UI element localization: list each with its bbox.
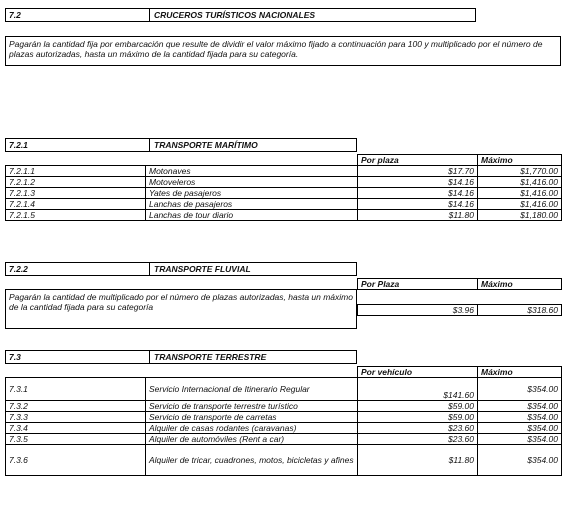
section-code: 7.2 xyxy=(6,9,150,21)
maritimo-title: TRANSPORTE MARÍTIMO xyxy=(154,140,258,150)
table-row xyxy=(6,401,562,412)
row-max: $1,180.00 xyxy=(478,210,562,221)
row-code: 7.3.2 xyxy=(6,401,146,412)
table-row xyxy=(6,210,562,221)
row-name: Motoveleros xyxy=(146,177,358,188)
row-code: 7.2.1.1 xyxy=(6,166,146,177)
terrestre-title: TRANSPORTE TERRESTRE xyxy=(154,352,267,362)
row-plaza: $14.16 xyxy=(358,199,478,210)
row-code: 7.2.1.5 xyxy=(6,210,146,221)
maritimo-table xyxy=(5,154,562,221)
table-row xyxy=(6,378,562,401)
table-row xyxy=(6,199,562,210)
section-description: Pagarán la cantidad fija por embarcación que resulte de dividir el valor máximo fijado a continuación para 100 y multiplicado por el número de plazas autorizadas, hasta un máximo de la cantidad fijada para su categoría. xyxy=(5,36,561,66)
terrestre-table xyxy=(5,366,562,476)
row-max: $1,416.00 xyxy=(478,188,562,199)
row-code: 7.2.1.2 xyxy=(6,177,146,188)
row-name: Servicio de transporte terrestre turístico xyxy=(146,401,358,412)
table-header-row xyxy=(6,155,562,166)
row-max: $354.00 xyxy=(478,412,562,423)
row-code: 7.3.6 xyxy=(6,445,146,476)
row-code: 7.3.1 xyxy=(6,378,146,401)
col-header-plaza: Por Plaza xyxy=(358,279,478,290)
row-code: 7.3.5 xyxy=(6,434,146,445)
row-name: Alquiler de casas rodantes (caravanas) xyxy=(146,423,358,434)
row-vehiculo: $23.60 xyxy=(358,423,478,434)
row-max: $1,770.00 xyxy=(478,166,562,177)
row-max: $1,416.00 xyxy=(478,199,562,210)
row-max: $1,416.00 xyxy=(478,177,562,188)
row-code: 7.2.1.3 xyxy=(6,188,146,199)
col-header-maximo: Máximo xyxy=(478,155,562,166)
table-row xyxy=(6,177,562,188)
col-header-maximo: Máximo xyxy=(478,367,562,378)
row-vehiculo: $141.60 xyxy=(358,378,478,401)
row-code: 7.3.3 xyxy=(6,412,146,423)
table-row xyxy=(6,188,562,199)
terrestre-code: 7.3 xyxy=(6,351,150,363)
section-header-7-2 xyxy=(5,8,476,22)
row-name: Servicio de transporte de carretas xyxy=(146,412,358,423)
row-max: $354.00 xyxy=(478,401,562,412)
table-row xyxy=(6,445,562,476)
table-row xyxy=(6,434,562,445)
fluvial-plaza: $3.96 xyxy=(358,305,478,316)
row-name: Alquiler de automóviles (Rent a car) xyxy=(146,434,358,445)
section-title: CRUCEROS TURÍSTICOS NACIONALES xyxy=(154,10,316,20)
row-name: Servicio Internacional de Itinerario Regular xyxy=(146,378,358,401)
maritimo-code: 7.2.1 xyxy=(6,139,150,151)
fluvial-title: TRANSPORTE FLUVIAL xyxy=(154,264,251,274)
table-header-row xyxy=(6,367,562,378)
row-vehiculo: $11.80 xyxy=(358,445,478,476)
terrestre-header xyxy=(5,350,357,364)
row-code: 7.3.4 xyxy=(6,423,146,434)
fluvial-description: Pagarán la cantidad de multiplicado por el número de plazas autorizadas, hasta un máximo de la cantidad fijada para su categoría xyxy=(5,289,357,329)
row-name: Lanchas de tour diario xyxy=(146,210,358,221)
row-max: $354.00 xyxy=(478,445,562,476)
row-plaza: $17.70 xyxy=(358,166,478,177)
table-row xyxy=(6,423,562,434)
table-row xyxy=(6,412,562,423)
row-max: $354.00 xyxy=(478,434,562,445)
row-plaza: $14.16 xyxy=(358,188,478,199)
row-plaza: $11.80 xyxy=(358,210,478,221)
fluvial-max: $318.60 xyxy=(478,305,562,316)
row-max: $354.00 xyxy=(478,423,562,434)
col-header-plaza: Por plaza xyxy=(358,155,478,166)
row-vehiculo: $59.00 xyxy=(358,412,478,423)
maritimo-header xyxy=(5,138,357,152)
row-name: Yates de pasajeros xyxy=(146,188,358,199)
row-vehiculo: $59.00 xyxy=(358,401,478,412)
fluvial-code: 7.2.2 xyxy=(6,263,150,275)
row-plaza: $14.16 xyxy=(358,177,478,188)
fluvial-col-headers xyxy=(357,278,562,290)
row-name: Lanchas de pasajeros xyxy=(146,199,358,210)
row-name: Alquiler de tricar, cuadrones, motos, bicicletas y afines xyxy=(146,445,358,476)
row-vehiculo: $23.60 xyxy=(358,434,478,445)
col-header-vehiculo: Por vehículo xyxy=(358,367,478,378)
row-name: Motonaves xyxy=(146,166,358,177)
row-code: 7.2.1.4 xyxy=(6,199,146,210)
row-max: $354.00 xyxy=(478,378,562,401)
fluvial-header xyxy=(5,262,357,276)
col-header-maximo: Máximo xyxy=(478,279,562,290)
table-row xyxy=(6,166,562,177)
fluvial-values xyxy=(357,304,562,316)
